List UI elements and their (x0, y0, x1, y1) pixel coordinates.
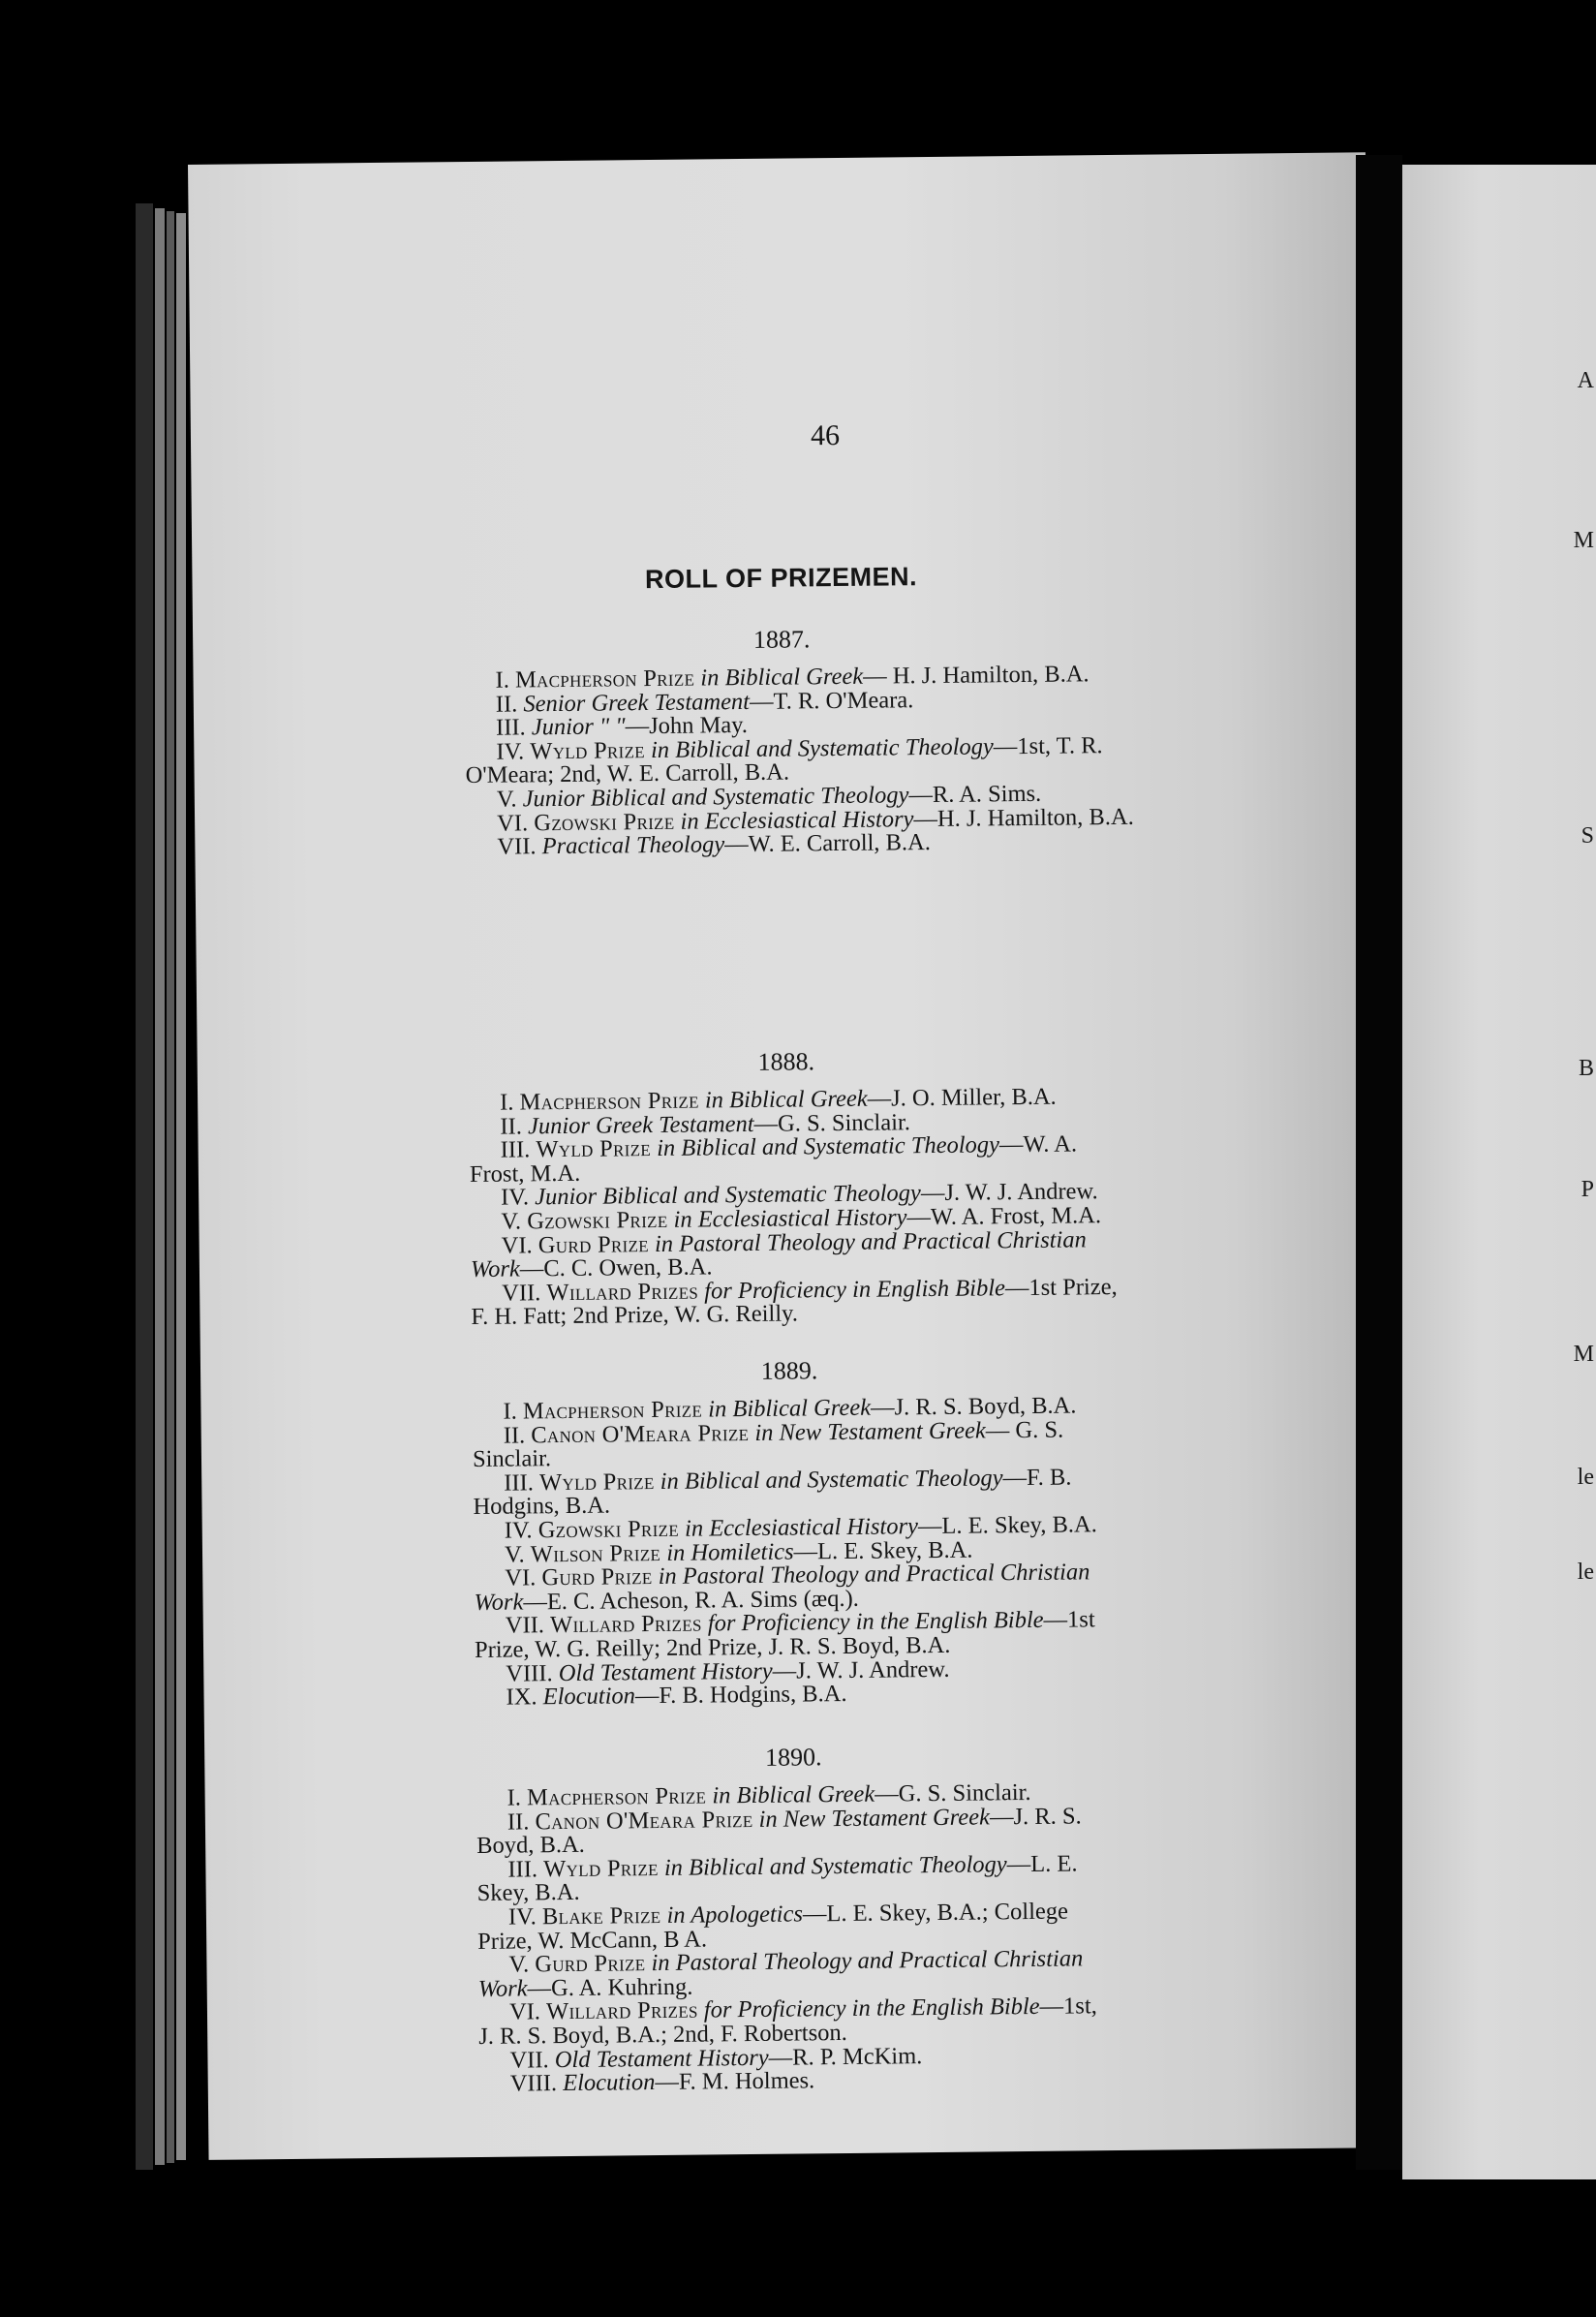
book-spine-shadow (136, 203, 153, 2170)
prize-subject: in Pastoral Theology and Practical Christian (654, 1225, 1087, 1257)
prize-subject: Junior Biblical and Systematic Theology (522, 782, 909, 813)
prize-number: III. (500, 1136, 531, 1163)
prize-subject: Senior Greek Testament (523, 688, 751, 717)
book-page-left (188, 152, 1387, 2160)
prize-name: Canon O'Meara Prize (535, 1806, 753, 1835)
prize-winner: F. H. Fatt; 2nd Prize, W. G. Reilly. (471, 1300, 799, 1331)
prize-winner: —W. A. (998, 1130, 1078, 1158)
prize-winner: —L. E. (1006, 1850, 1078, 1878)
prize-subject: in Pastoral Theology and Practical Christian (658, 1559, 1090, 1591)
prize-winner: —1st Prize, (1004, 1273, 1118, 1302)
prize-number: VII. (505, 1612, 545, 1640)
prize-winner: —R. A. Sims. (908, 780, 1042, 809)
prize-name: Macpherson Prize (519, 1087, 699, 1116)
prize-winner: —T. R. O'Meara. (749, 686, 914, 715)
prize-number: III. (507, 1856, 538, 1883)
prize-number: III. (495, 714, 526, 741)
prize-name: Gurd Prize (541, 1563, 653, 1591)
prize-name: Gzowski Prize (537, 1515, 680, 1544)
prize-winner: —J. R. S. Boyd, B.A. (870, 1392, 1077, 1421)
prize-winner: —W. A. Frost, M.A. (906, 1202, 1102, 1231)
prize-number: IV. (504, 1517, 533, 1544)
prize-subject: in Homiletics (666, 1538, 794, 1566)
prize-subject: Junior " " (531, 713, 626, 741)
facing-page-letter: M (1573, 528, 1594, 553)
prize-winner: —F. M. Holmes. (655, 2067, 815, 2096)
prize-subject: for Proficiency in the English Bible (703, 1993, 1040, 2024)
prize-number: II. (495, 691, 518, 718)
facing-page-letter: M (1573, 1342, 1594, 1367)
prize-winner: —H. J. Hamilton, B.A. (913, 803, 1134, 832)
prize-winner: J. R. S. Boyd, B.A.; 2nd, F. Robertson. (478, 2019, 847, 2050)
prize-number: IV. (501, 1184, 530, 1212)
prize-winner: —J. O. Miller, B.A. (867, 1083, 1057, 1112)
prize-name: Willard Prizes (546, 1278, 699, 1306)
prize-name: Gzowski Prize (527, 1206, 668, 1235)
prize-winner: —F. B. (1002, 1464, 1072, 1492)
prize-number: I. (500, 1089, 514, 1116)
prize-name: Blake Prize (541, 1901, 661, 1931)
prize-subject: in Biblical Greek (700, 663, 864, 692)
prize-number: VII. (497, 833, 537, 860)
prize-winner: Boyd, B.A. (476, 1831, 585, 1860)
prize-name: Canon O'Meara Prize (531, 1419, 750, 1448)
prize-number: VII. (509, 2046, 549, 2074)
prize-number: VI. (508, 1998, 541, 2026)
prize-winner: —J. R. S. (989, 1803, 1082, 1831)
prize-number: VII. (502, 1280, 541, 1307)
prize-winner: —1st (1043, 1606, 1095, 1634)
prize-number: V. (496, 786, 517, 813)
prize-winner: —G. S. Sinclair. (875, 1778, 1031, 1807)
prize-subject: in New Testament Greek (754, 1417, 986, 1446)
prize-winner: Hodgins, B.A. (473, 1492, 611, 1521)
prize-name: Wyld Prize (536, 1135, 652, 1163)
prize-winner: —C. C. Owen, B.A. (519, 1253, 713, 1282)
prize-name: Wyld Prize (543, 1854, 659, 1883)
prize-subject: in Ecclesiastical History (673, 1204, 907, 1233)
prize-winner: —J. W. J. Andrew. (920, 1178, 1098, 1207)
prize-number: II. (503, 1422, 526, 1449)
prize-winner: —G. S. Sinclair. (753, 1108, 911, 1137)
prize-name: Willard Prizes (549, 1610, 702, 1639)
book-page-right-edge (1402, 165, 1596, 2179)
book-gutter (1356, 155, 1402, 2170)
prize-subject: in Ecclesiastical History (684, 1513, 919, 1542)
prize-number: VIII. (509, 2070, 558, 2097)
prize-subject: for Proficiency in the English Bible (707, 1607, 1044, 1637)
prize-winner: Prize, W. McCann, B A. (477, 1926, 708, 1955)
prize-subject: Work (477, 1975, 528, 2002)
prize-winner: Frost, M.A. (469, 1159, 581, 1188)
prize-name: Macpherson Prize (522, 1396, 703, 1425)
prize-winner: — G. S. (985, 1416, 1064, 1444)
prize-winner: —1st, (1039, 1993, 1097, 2021)
year-heading: 1888. (757, 1047, 815, 1076)
prize-subject: for Proficiency in English Bible (704, 1275, 1006, 1305)
prize-number: II. (506, 1807, 530, 1836)
prize-name: Macpherson Prize (514, 664, 695, 694)
prize-name: Macpherson Prize (526, 1782, 707, 1811)
prize-winner: —R. P. McKim. (768, 2042, 923, 2071)
prize-number: VI. (496, 809, 529, 837)
prize-winner: —L. E. Skey, B.A. (793, 1536, 973, 1565)
prize-winner: O'Meara; 2nd, W. E. Carroll, B.A. (465, 758, 790, 789)
prize-subject: in Apologetics (666, 1900, 804, 1929)
prize-subject: Work (470, 1255, 520, 1283)
prize-winner: — H. J. Hamilton, B.A. (862, 661, 1090, 690)
prize-winner: —John May. (625, 712, 749, 740)
prize-winner: —J. W. J. Andrew. (772, 1655, 950, 1684)
prize-subject: Practical Theology (541, 831, 725, 860)
prize-number: II. (500, 1113, 523, 1140)
prize-subject: in Biblical Greek (704, 1085, 868, 1114)
prize-number: VI. (505, 1564, 537, 1591)
prize-subject: in New Testament Greek (758, 1804, 991, 1833)
facing-page-letter: A (1577, 368, 1594, 393)
prize-subject: in Ecclesiastical History (680, 805, 914, 835)
prize-number: IV. (496, 738, 525, 765)
prize-winner: —L. E. Skey, B.A.; College (802, 1898, 1069, 1928)
prize-name: Gurd Prize (537, 1230, 650, 1258)
prize-winner: —1st, T. R. (993, 731, 1103, 760)
prize-number: III. (504, 1469, 535, 1497)
prize-name: Wyld Prize (530, 736, 646, 765)
prize-number: I. (506, 1784, 522, 1811)
page-stack-edge (176, 213, 186, 2160)
prize-winner: Prize, W. G. Reilly; 2nd Prize, J. R. S. Boyd, B.A. (474, 1631, 951, 1663)
prize-number: VI. (501, 1231, 533, 1259)
prize-number: IV. (507, 1903, 537, 1931)
facing-page-letter: S (1581, 823, 1594, 849)
prize-subject: Elocution (563, 2069, 656, 2097)
page-stack-edge (167, 211, 174, 2163)
prize-subject: in Pastoral Theology and Practical Christian (651, 1945, 1084, 1977)
prize-name: Wyld Prize (538, 1467, 655, 1497)
prize-subject: in Biblical Greek (712, 1780, 875, 1809)
prize-number: VIII. (506, 1659, 553, 1687)
prize-subject: Old Testament History (558, 1657, 773, 1686)
page-stack-edge (155, 208, 165, 2165)
facing-page-letter: B (1578, 1056, 1594, 1081)
prize-subject: in Biblical and Systematic Theology (656, 1131, 1000, 1162)
prize-number: IX. (506, 1684, 537, 1711)
prize-subject: Junior Greek Testament (527, 1110, 754, 1139)
prize-subject: Old Testament History (554, 2044, 769, 2073)
prize-name: Gurd Prize (535, 1950, 646, 1978)
year-heading: 1887. (752, 625, 811, 654)
prize-number: V. (504, 1541, 525, 1568)
prize-number: V. (508, 1951, 530, 1978)
prize-winner: Skey, B.A. (476, 1879, 580, 1907)
prize-winner: —F. B. Hodgins, B.A. (634, 1681, 847, 1710)
prize-name: Willard Prizes (545, 1996, 698, 2025)
page-number: 46 (810, 418, 841, 452)
prize-subject: Work (474, 1589, 524, 1616)
prize-winner: —L. E. Skey, B.A. (917, 1511, 1097, 1540)
facing-page-letter: P (1581, 1177, 1594, 1202)
prize-name: Wilson Prize (530, 1539, 661, 1567)
prize-number: I. (503, 1398, 517, 1425)
year-heading: 1890. (764, 1743, 822, 1772)
prize-winner: Sinclair. (472, 1445, 552, 1473)
prize-name: Gzowski Prize (534, 808, 675, 836)
prize-winner: —G. A. Kuhring. (527, 1973, 693, 2002)
page-title: ROLL OF PRIZEMEN. (644, 562, 918, 595)
prize-subject: in Biblical and Systematic Theology (650, 733, 994, 763)
prize-subject: Elocution (542, 1683, 636, 1711)
facing-page-letter: le (1577, 1465, 1594, 1490)
prize-number: V. (501, 1208, 522, 1235)
prize-subject: in Biblical Greek (708, 1394, 872, 1423)
facing-page-letter: le (1577, 1560, 1594, 1585)
year-heading: 1889. (760, 1356, 818, 1385)
prize-subject: Junior Biblical and Systematic Theology (534, 1180, 922, 1211)
prize-winner: —W. E. Carroll, B.A. (723, 829, 932, 858)
prize-winner: —E. C. Acheson, R. A. Sims (æq.). (523, 1585, 859, 1616)
page-content (188, 152, 1387, 2160)
prize-subject: in Biblical and Systematic Theology (663, 1851, 1007, 1881)
prize-subject: in Biblical and Systematic Theology (660, 1465, 1003, 1495)
prize-number: I. (495, 666, 510, 694)
